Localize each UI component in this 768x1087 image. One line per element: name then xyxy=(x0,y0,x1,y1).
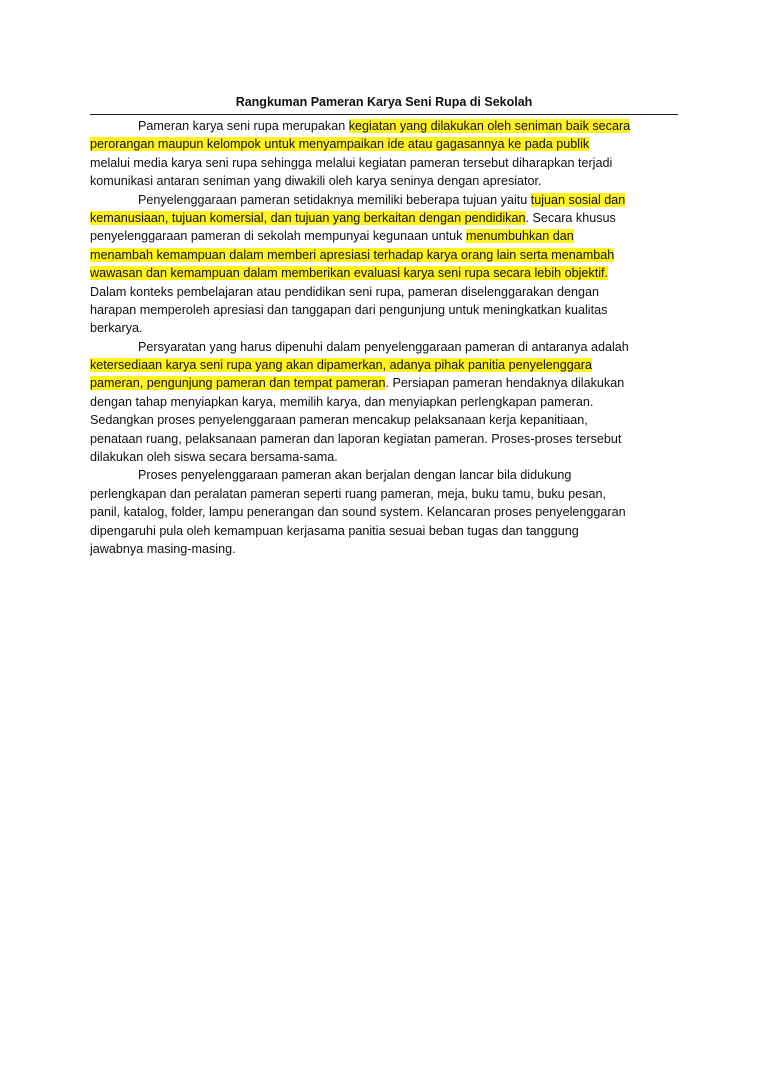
text-line xyxy=(90,466,680,484)
body-text-segment: komunikasi antaran seniman yang diwakili oleh karya seninya dengan apresiator. xyxy=(90,174,542,189)
text-line xyxy=(90,264,680,282)
text-line xyxy=(90,522,680,540)
highlighted-text: menumbuhkan dan xyxy=(465,229,574,244)
text-line xyxy=(90,246,680,264)
highlighted-text: pameran, pengunjung pameran dan tempat pameran xyxy=(90,376,386,391)
body-text-segment: Persyaratan yang harus dipenuhi dalam penyelenggaraan pameran di antaranya adalah xyxy=(138,339,629,354)
text-line xyxy=(90,319,680,337)
highlighted-text: tujuan sosial dan xyxy=(530,192,626,207)
text-line xyxy=(90,374,680,392)
page-title: Rangkuman Pameran Karya Seni Rupa di Sekolah xyxy=(235,95,533,109)
highlighted-text: kegiatan yang dilakukan oleh seniman baik secara xyxy=(348,119,631,133)
text-line xyxy=(90,540,680,558)
body-text-segment: Sedangkan proses penyelenggaraan pameran mencakup pelaksanaan kerja kepanitiaan, xyxy=(90,413,588,428)
document-body xyxy=(90,117,680,558)
text-line xyxy=(90,209,680,227)
body-text-segment: Penyelenggaraan pameran setidaknya memiliki beberapa tujuan yaitu xyxy=(138,192,531,207)
text-line xyxy=(90,191,680,209)
text-line xyxy=(90,448,680,466)
text-line xyxy=(90,301,680,319)
body-text-segment: berkarya. xyxy=(90,321,143,336)
text-line xyxy=(90,154,680,172)
body-text-segment: jawabnya masing-masing. xyxy=(90,541,236,556)
text-line xyxy=(90,430,680,448)
highlighted-text: menambah kemampuan dalam memberi apresiasi terhadap karya orang lain serta menambah xyxy=(90,247,615,262)
highlighted-text: ketersediaan karya seni rupa yang akan dipamerkan, adanya pihak panitia penyelenggara xyxy=(90,358,592,373)
text-line xyxy=(90,338,680,356)
title-underline xyxy=(90,114,678,115)
body-text-segment: dengan tahap menyiapkan karya, memilih karya, dan menyiapkan perlengkapan pameran. xyxy=(90,394,594,409)
text-line xyxy=(90,393,680,411)
body-text-segment: Pameran karya seni rupa merupakan xyxy=(138,119,349,133)
body-text-segment: . Secara khusus xyxy=(525,210,616,225)
body-text-segment: . Persiapan pameran hendaknya dilakukan xyxy=(385,376,625,391)
highlighted-text: kemanusiaan, tujuan komersial, dan tujuan yang berkaitan dengan pendidikan xyxy=(90,210,526,225)
text-line xyxy=(90,411,680,429)
body-text-segment: harapan memperoleh apresiasi dan tanggapan dari pengunjung untuk meningkatkan kualitas xyxy=(90,302,608,317)
body-text-segment: melalui media karya seni rupa sehingga melalui kegiatan pameran tersebut diharapkan terjadi xyxy=(90,155,613,170)
text-line xyxy=(90,227,680,245)
text-line xyxy=(90,135,680,153)
body-text-segment: dipengaruhi pula oleh kemampuan kerjasama panitia sesuai beban tugas dan tanggung xyxy=(90,523,579,538)
body-text-segment: penyelenggaraan pameran di sekolah mempunyai kegunaan untuk xyxy=(90,229,466,244)
highlighted-text: perorangan maupun kelompok untuk menyampaikan ide atau gagasannya ke pada publik xyxy=(90,137,590,152)
body-text-segment: penataan ruang, pelaksanaan pameran dan laporan kegiatan pameran. Proses-proses tersebut xyxy=(90,431,622,446)
body-text-segment: Dalam konteks pembelajaran atau pendidikan seni rupa, pameran diselenggarakan dengan xyxy=(90,284,599,299)
text-line xyxy=(90,117,680,135)
body-text-segment: dilakukan oleh siswa secara bersama-sama. xyxy=(90,450,338,465)
body-text-segment: Proses penyelenggaraan pameran akan berjalan dengan lancar bila didukung xyxy=(138,468,572,483)
text-line xyxy=(90,283,680,301)
body-text-segment: panil, katalog, folder, lampu penerangan dan sound system. Kelancaran proses penyelenggaran xyxy=(90,505,626,520)
body-text-segment: perlengkapan dan peralatan pameran seperti ruang pameran, meja, buku tamu, buku pesan, xyxy=(90,486,606,501)
text-line xyxy=(90,485,680,503)
highlighted-text: wawasan dan kemampuan dalam memberikan evaluasi karya seni rupa secara lebih objektif. xyxy=(90,266,609,281)
text-line xyxy=(90,503,680,521)
text-line xyxy=(90,172,680,190)
text-line xyxy=(90,356,680,374)
